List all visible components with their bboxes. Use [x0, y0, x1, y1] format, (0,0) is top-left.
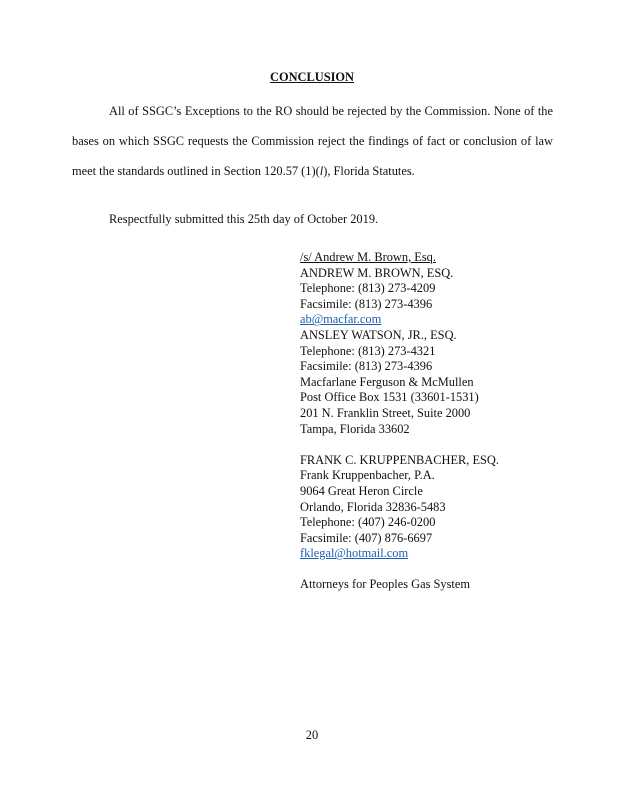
attorney-fax-brown: Facsimile: (813) 273-4396 [300, 296, 433, 311]
attorney-phone-kruppenbacher: Telephone: (407) 246-0200 [300, 515, 436, 530]
firm-street-macfarlane: 201 N. Franklin Street, Suite 2000 [300, 405, 471, 420]
firm-name-kruppenbacher: Frank Kruppenbacher, P.A. [300, 468, 435, 483]
paragraph-italic-letter: l [319, 164, 324, 178]
attorney-phone-watson: Telephone: (813) 273-4321 [300, 343, 436, 358]
paragraph-text-start: All of SSGC’s Exceptions to the RO should be rejected by the Commission. None of the bases on which SSGC requests the Commission reject the findings of fact or conclusion of law meet the standards outlined in Section 120.57 (1)( [72, 104, 553, 178]
attorney-fax-watson: Facsimile: (813) 273-4396 [300, 359, 433, 374]
firm-name-macfarlane: Macfarlane Ferguson & McMullen [300, 374, 474, 389]
attorney-name-kruppenbacher: FRANK C. KRUPPENBACHER, ESQ. [300, 452, 499, 467]
firm-city-macfarlane: Tampa, Florida 33602 [300, 421, 410, 436]
firm-street-kruppenbacher: 9064 Great Heron Circle [300, 483, 423, 498]
attorneys-for-line: Attorneys for Peoples Gas System [300, 577, 471, 592]
block-spacer [300, 437, 600, 453]
electronic-signature: /s/ Andrew M. Brown, Esq. [300, 250, 436, 264]
email-link-kruppenbacher[interactable]: fklegal@hotmail.com [300, 546, 409, 561]
conclusion-heading: CONCLUSION [270, 70, 354, 84]
submission-date-line: Respectfully submitted this 25th day of October 2019. [109, 212, 379, 226]
attorney-name-brown: ANDREW M. BROWN, ESQ. [300, 265, 454, 280]
paragraph-text-end: ), Florida Statutes. [323, 164, 415, 178]
email-link-brown[interactable]: ab@macfar.com [300, 312, 382, 327]
attorney-fax-kruppenbacher: Facsimile: (407) 876-6697 [300, 530, 433, 545]
firm-city-kruppenbacher: Orlando, Florida 32836-5483 [300, 499, 446, 514]
attorney-name-watson: ANSLEY WATSON, JR., ESQ. [300, 327, 457, 342]
signature-block [300, 250, 600, 593]
conclusion-paragraph [72, 96, 553, 186]
page-number: 20 [305, 728, 319, 742]
attorney-phone-brown: Telephone: (813) 273-4209 [300, 281, 436, 296]
firm-po-box-macfarlane: Post Office Box 1531 (33601-1531) [300, 390, 479, 405]
block-spacer [300, 562, 600, 578]
